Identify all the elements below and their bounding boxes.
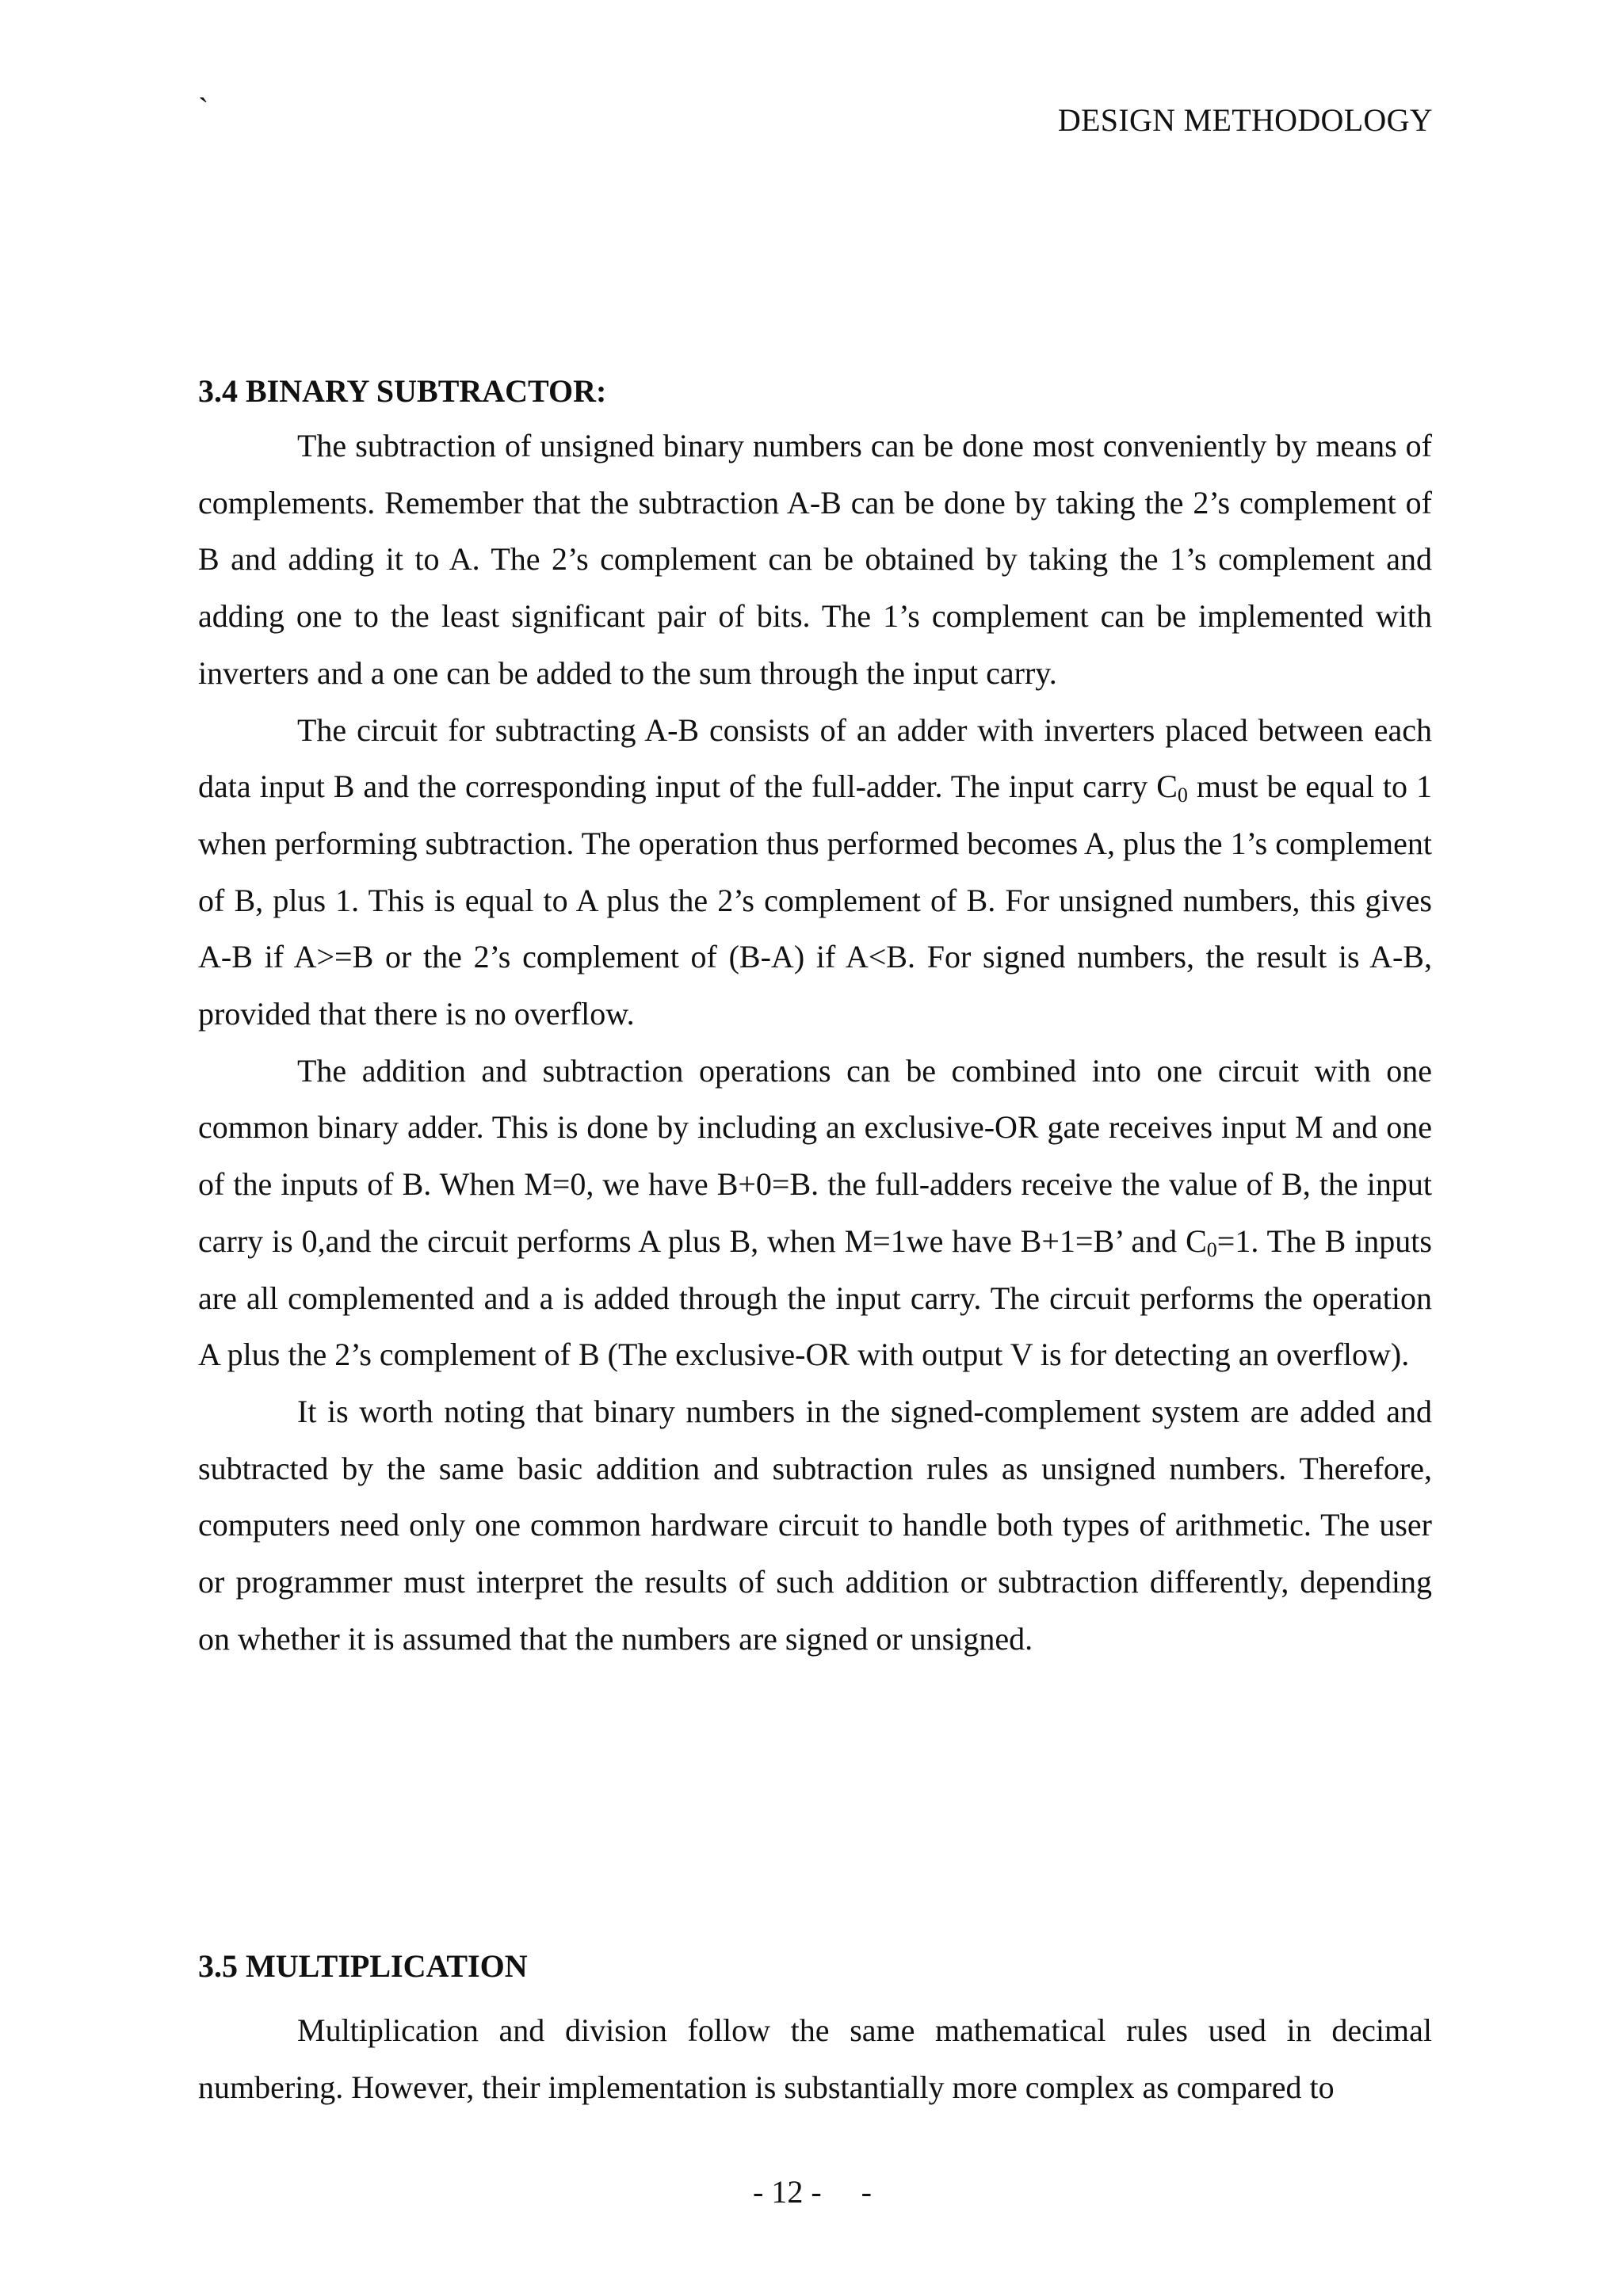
text-run: The circuit for subtracting A-B consists of an adder with inverters placed between each data input B and the corresponding input of the full-adder. The input carry C bbox=[198, 711, 1432, 805]
text-run: The addition and subtraction operations can be combined into one circuit with one common binary adder. This is done by including an exclusive-OR gate receives input M and one of the inputs of B. When M=0, we have B+0=B. the full-adders receive the value of B, the input carry is 0,and the circuit performs A plus B, when M=1we have B+1=B’ and C bbox=[198, 1052, 1432, 1259]
section-body-3-5 bbox=[198, 2002, 1432, 2115]
text-run: must be equal to 1 when performing subtraction. The operation thus performed becomes A, plus the 1’s complement of B, plus 1. This is equal to A plus the 2’s complement of B. For unsigned numbers, this gives A-B if A>=B or the 2’s complement of (B-A) if A<B. For signed numbers, the result is A-B, provided that there is no overflow. bbox=[198, 769, 1432, 1032]
text-run: The subtraction of unsigned binary numbers can be done most conveniently by means of complements. Remember that the subtraction A-B can be done by taking the 2’s complement of B and adding it to A. The 2’s complement can be obtained by taking the 1’s complement and adding one to the least significant pair of bits. The 1’s complement can be implemented with inverters and a one can be added to the sum through the input carry. bbox=[198, 428, 1432, 691]
running-header: DESIGN METHODOLOGY bbox=[1057, 102, 1433, 138]
section-heading-3-5: 3.5 MULTIPLICATION bbox=[198, 1948, 528, 1984]
section-heading-3-4: 3.4 BINARY SUBTRACTOR: bbox=[198, 373, 607, 409]
text-run: =1. The B inputs are all complemented and a is added through the input carry. The circuit performs the operation A plus the 2’s complement of B (The exclusive-OR with output V is for detecting an overflow). bbox=[198, 1222, 1432, 1373]
paragraph bbox=[198, 702, 1432, 1043]
paragraph bbox=[198, 1383, 1432, 1668]
text-run: It is worth noting that binary numbers in the signed-complement system are added and subtracted by the same basic addition and subtraction rules as unsigned numbers. Therefore, computers need only one common hardware circuit to handle both types of arithmetic. The user or programmer must interpret the results of such addition or subtraction differently, depending on whether it is assumed that the numbers are signed or unsigned. bbox=[198, 1393, 1432, 1657]
subscript: 0 bbox=[1177, 784, 1188, 807]
section-body-3-4 bbox=[198, 418, 1432, 1667]
subscript: 0 bbox=[1206, 1238, 1217, 1261]
paragraph bbox=[198, 2002, 1432, 2115]
paragraph bbox=[198, 1043, 1432, 1383]
paragraph bbox=[198, 418, 1432, 702]
text-run: Multiplication and division follow the same mathematical rules used in decimal numbering. However, their implementation is substantially more complex as compared to bbox=[198, 2012, 1432, 2105]
page-number: - 12 - - bbox=[753, 2174, 872, 2210]
header-mark: ` bbox=[198, 91, 209, 127]
